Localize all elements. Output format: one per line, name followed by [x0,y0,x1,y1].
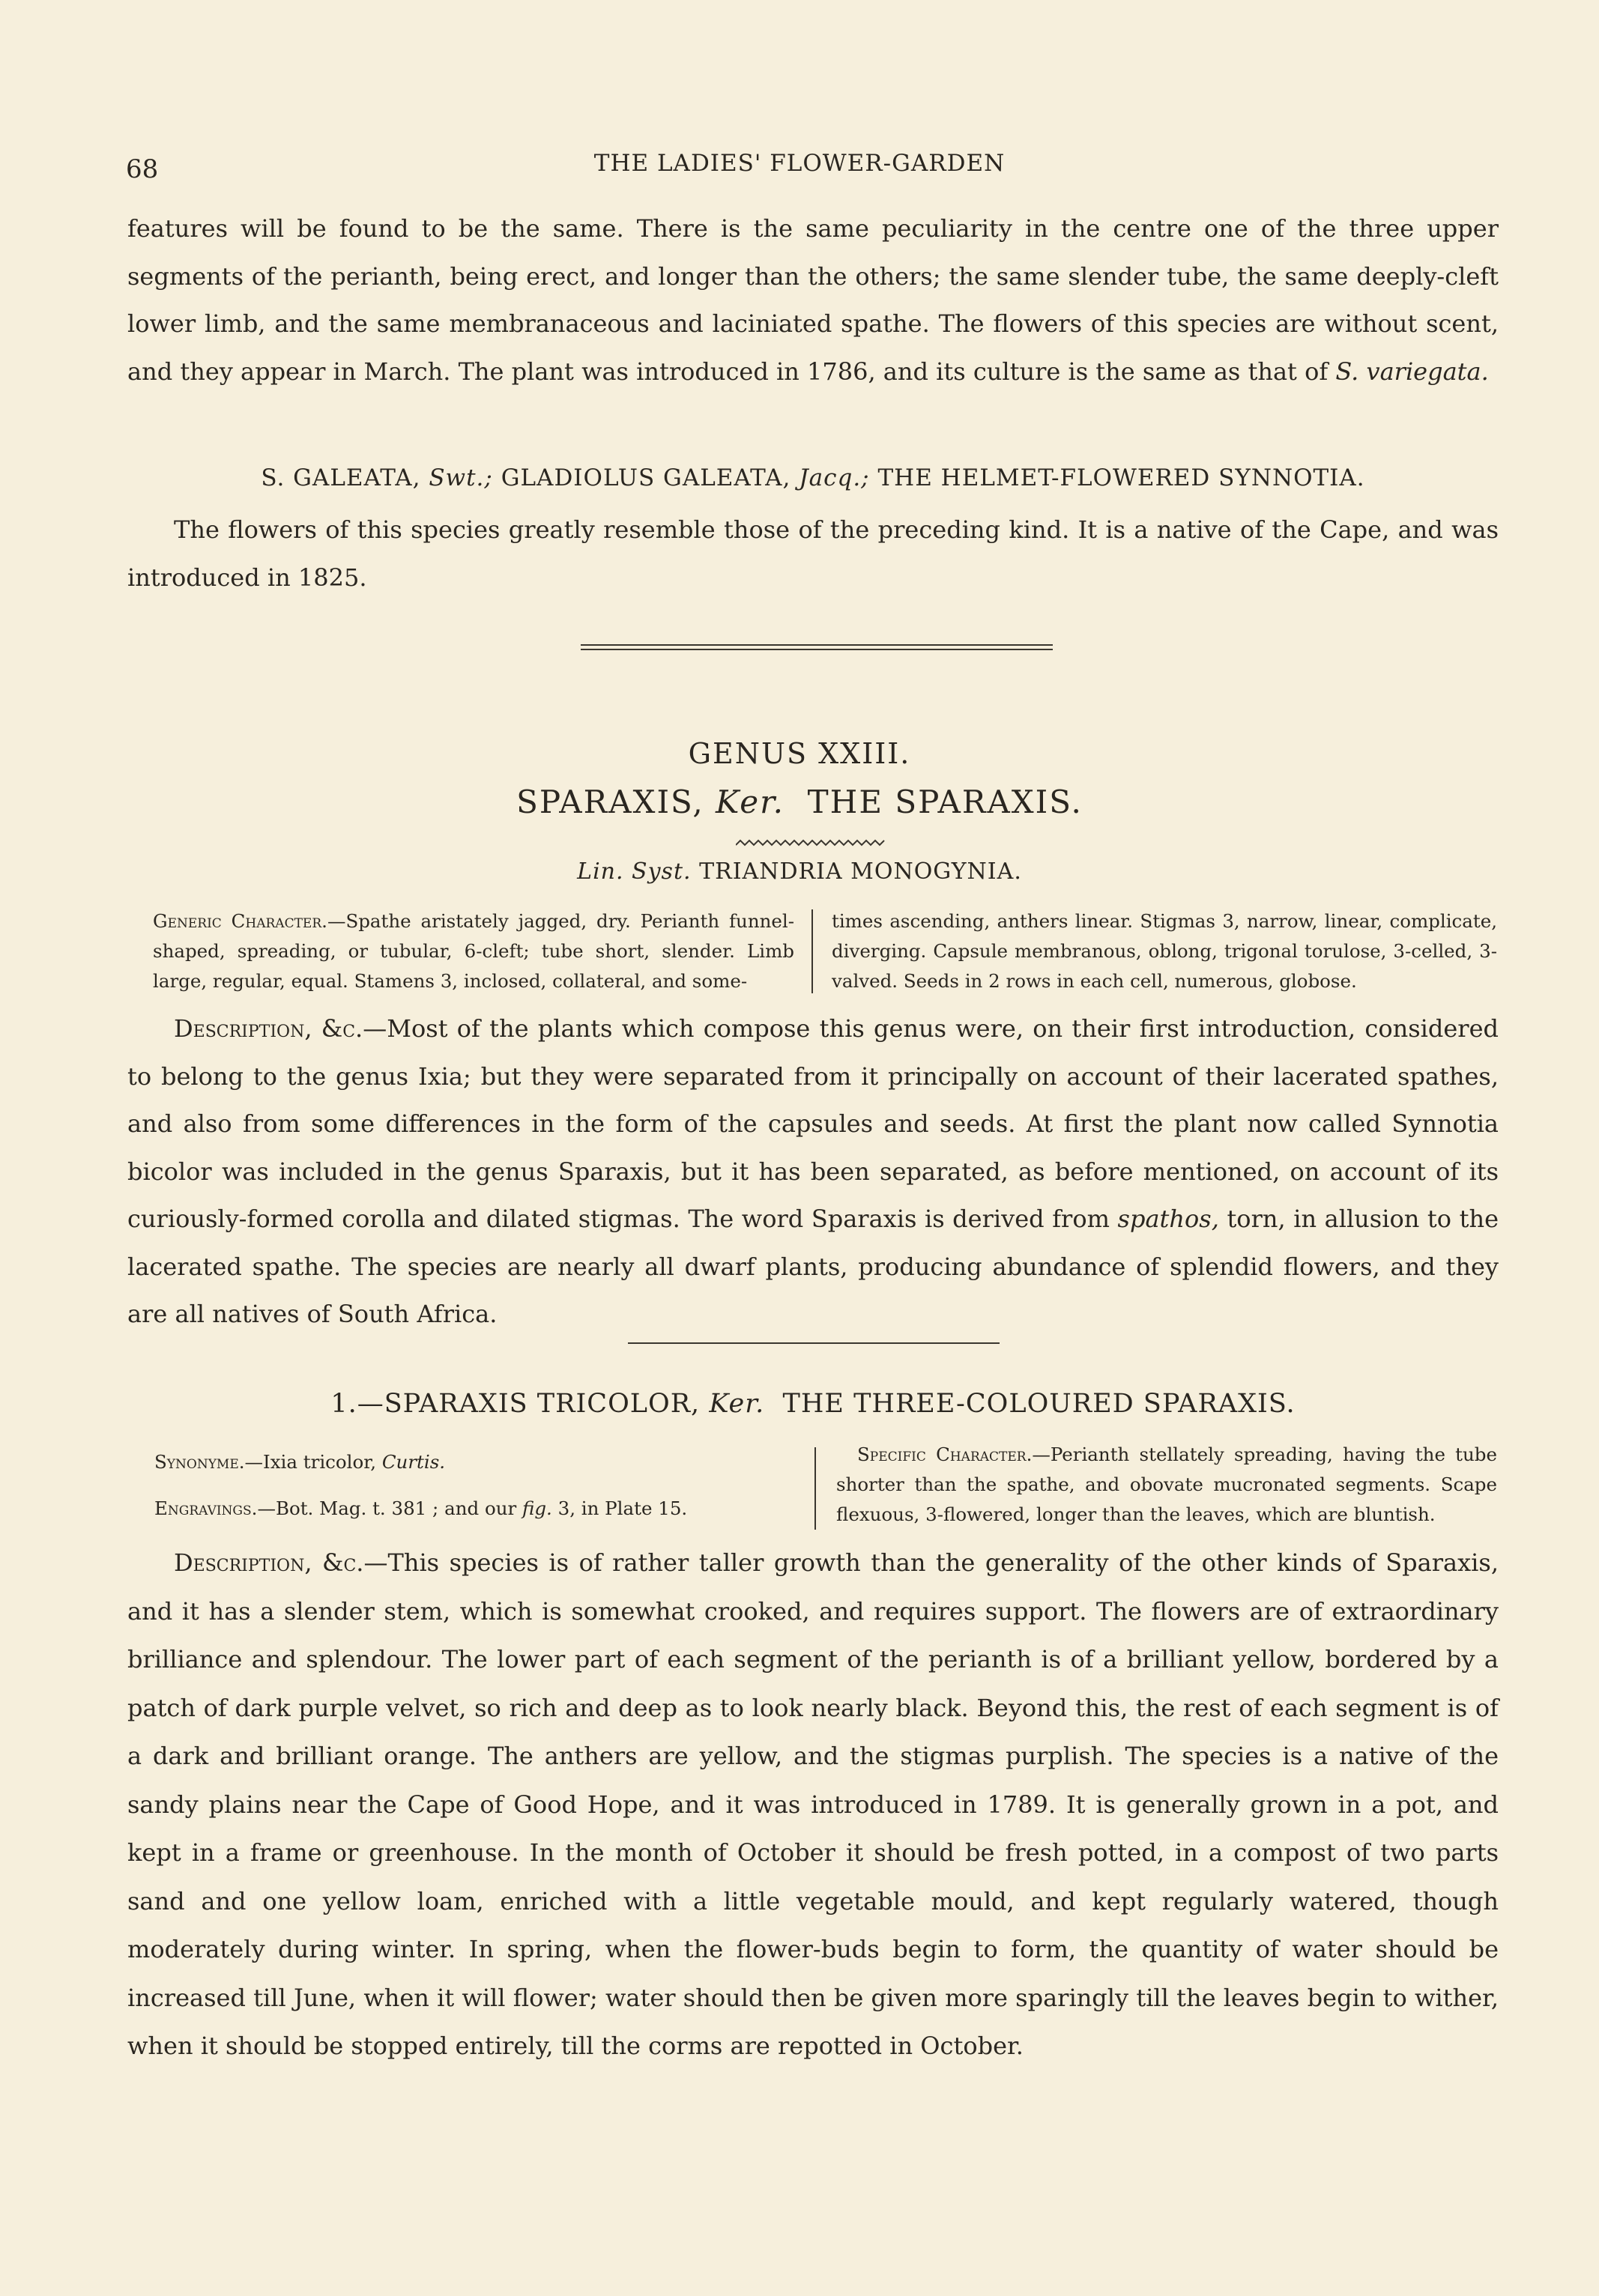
subsection-divider [628,1342,1000,1344]
species-heading [127,1389,1499,1419]
galeata-common: THE HELMET-FLOWERED SYNNOTIA. [877,464,1365,491]
specific-text: —Perianth stellately spreading, having the tube shorter than the spathe, and obovate mucronated segments. Scape flexuous, 3-flowered, longer than the leaves, which are bluntish. [836,1444,1497,1525]
species-description [127,1539,1499,2071]
engravings-plate: 3, in Plate 15. [557,1497,688,1519]
intro-paragraph [127,205,1499,396]
specific-label: Specific Character. [857,1444,1033,1465]
genus-title [0,784,1599,820]
engravings-fig: fig. [522,1497,552,1519]
synonyme-author: Curtis. [381,1451,446,1473]
galeata-name: S. GALEATA, [261,464,421,491]
species-author: Ker. [709,1389,765,1419]
genus-common-name: THE SPARAXIS. [807,784,1083,820]
specific-character [836,1440,1497,1530]
page-number: 68 [126,154,159,184]
linnaean-system [0,858,1599,885]
galeata-paragraph [127,506,1499,602]
generic-right-text: times ascending, anthers linear. Stigmas 3, narrow, linear, complicate, diverging. Capsule membranous, oblong, trigonal torulose, 3-celled, 3-valved. Seeds in 2 rows in each cell, numerous, globose. [832,910,1497,992]
column-divider [814,1447,816,1530]
species-description-text: —This species is of rather taller growth than the generality of the other kinds of Sparaxis, and it has a slender stem, which is somewhat crooked, and requires support. The flowers are of extraordinary brilliance and splendour. The lower part of each segment of the perianth is of a brilliant yellow, bordered by a patch of dark purple velvet, so rich and deep as to look nearly black. Beyond this, the rest of each segment is of a dark and brilliant orange. The anthers are yellow, and the stigmas purplish. The species is a native of the sandy plains near the Cape of Good Hope, and it was introduced in 1789. It is generally grown in a pot, and kept in a frame or greenhouse. In the month of October it should be fresh potted, in a compost of two parts sand and one yellow loam, enriched with a little vegetable mould, and kept regularly watered, though moderately during winter. In spring, when the flower-buds begin to form, the quantity of water should be increased till June, when it will flower; water should then be given more sparingly till the leaves begin to wither, when it should be stopped entirely, till the corms are repotted in October. [127,1548,1499,2060]
section-divider [581,644,1053,650]
generic-left-text: —Spathe aristately jagged, dry. Perianth funnel-shaped, spreading, or tubular, 6-cleft; tube short, slender. Limb large, regular, equal. Stamens 3, inclosed, collateral, and some- [153,910,794,992]
running-head [0,147,1599,192]
intro-text: features will be found to be the same. There is the same peculiarity in the centre one of the three upper segments of the perianth, being erect, and longer than the others; the same slender tube, the same deeply-cleft lower limb, and the same membranaceous and laciniated spathe. The flowers of this species are without scent, and they appear in March. The plant was introduced in 1786, and its culture is the same as that of [127,214,1499,386]
engravings [154,1494,791,1524]
system-label: Lin. Syst. [577,858,692,885]
wavy-ornament [736,837,886,848]
species-description-label: Description, &c. [174,1548,364,1577]
genus-description [127,1005,1499,1339]
description-label: Description, &c. [174,1014,363,1043]
engravings-text: —Bot. Mag. t. 381 ; and our [257,1497,517,1519]
generic-character-left [153,906,794,996]
column-divider [811,909,813,993]
running-title: THE LADIES' FLOWER-GARDEN [593,150,1006,177]
synonyme [154,1447,791,1477]
generic-label: Generic Character. [153,910,327,932]
engravings-label: Engravings. [154,1497,258,1519]
genus-author: Ker. [716,784,785,820]
genus-number: GENUS XXIII. [688,737,911,770]
genus-name: SPARAXIS, [516,784,704,820]
species-name: 1.—SPARAXIS TRICOLOR, [330,1389,701,1419]
intro-ref: S. variegata. [1335,357,1489,386]
system-name: TRIANDRIA MONOGYNIA. [699,858,1022,885]
galeata-synonym-author: Jacq.; [799,464,870,491]
description-term: spathos, [1117,1205,1219,1233]
synonyme-text: —Ixia tricolor, [244,1451,377,1473]
description-text-2: torn, in allusion to the lacerated spathe. The species are nearly all dwarf plants, producing abundance of splendid flowers, and they are all natives of South Africa. [127,1205,1499,1328]
galeata-author: Swt.; [429,464,493,491]
galeata-heading [127,464,1499,491]
species-common-name: THE THREE-COLOURED SPARAXIS. [782,1389,1296,1419]
galeata-text: The flowers of this species greatly resemble those of the preceding kind. It is a native of the Cape, and was introduced in 1825. [127,515,1499,592]
generic-character-right [832,906,1497,996]
galeata-synonym: GLADIOLUS GALEATA, [501,464,791,491]
synonyme-label: Synonyme. [154,1451,245,1473]
description-text-1: —Most of the plants which compose this genus were, on their first introduction, considered to belong to the genus Ixia; but they were separated from it principally on account of their lacerated spathes, and also from some differences in the form of the capsules and seeds. At first the plant now called Synnotia bicolor was included in the genus Sparaxis, but it has been separated, as before mentioned, on account of its curiously-formed corolla and dilated stigmas. The word Sparaxis is derived from [127,1014,1499,1233]
